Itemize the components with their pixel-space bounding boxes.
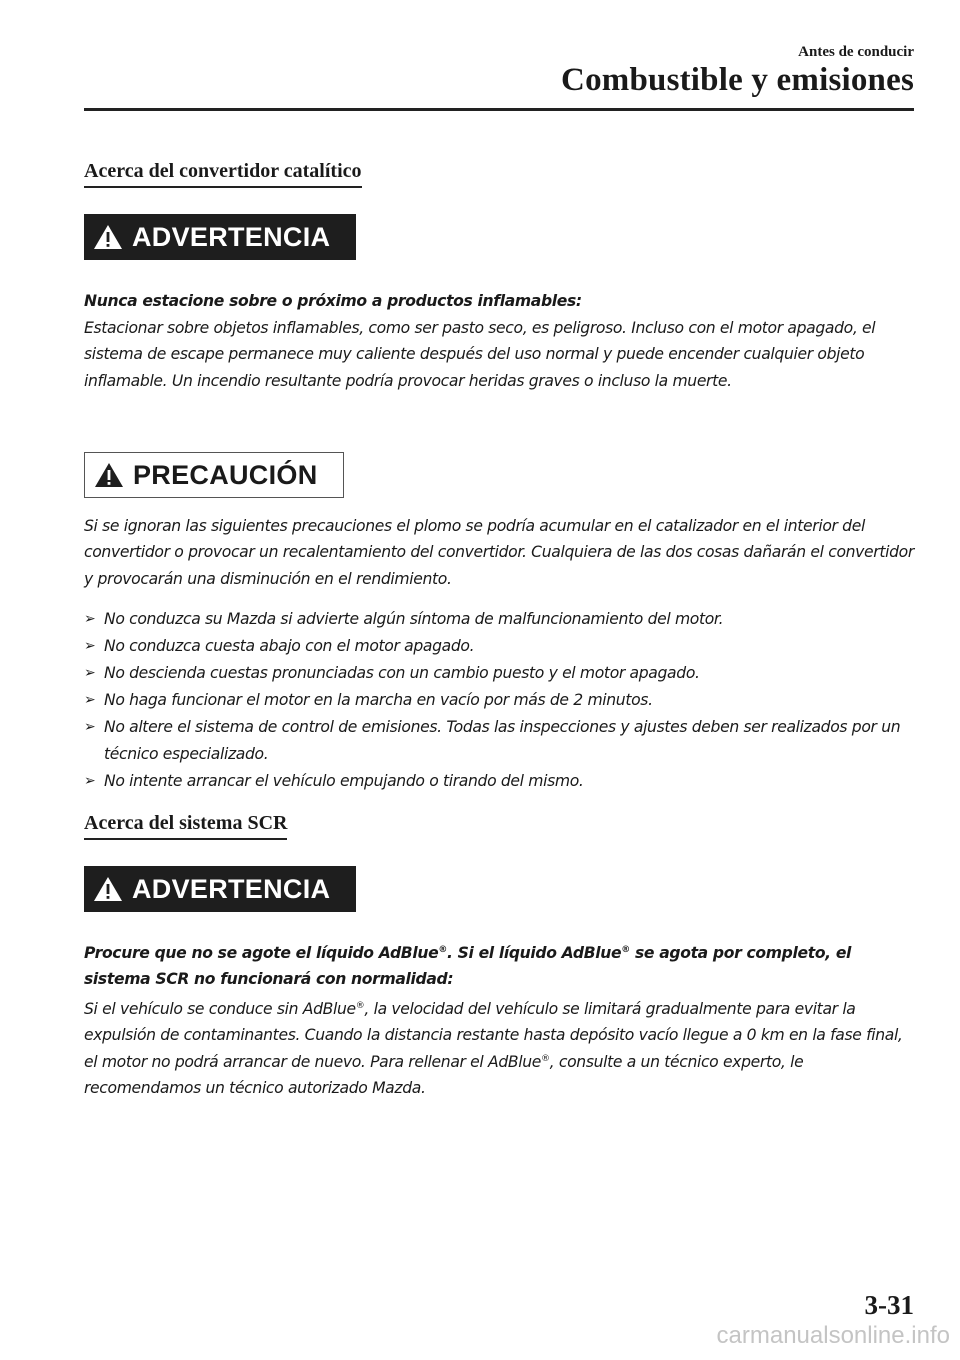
scr-warning-body: Si el vehículo se conduce sin AdBlue®, la velocidad del vehículo se limitará gradualmente para evitar la expulsión de contaminantes. Cuando la distancia restante hasta depósito vacío llegue a 0 km en la fase final, el motor no podrá arrancar de nuevo. Para rellenar el AdBlue®, consulte a un técnico experto, le recomendamos un técnico autorizado Mazda.: [84, 1000, 903, 1097]
list-item: ➢ No conduzca su Mazda si advierte algún síntoma de malfuncionamiento del motor.: [84, 606, 914, 633]
page-number: 3-31: [864, 1290, 914, 1320]
warning-triangle-icon: [84, 214, 132, 260]
section-heading-scr: Acerca del sistema SCR: [84, 812, 287, 840]
warning-body: Estacionar sobre objetos inflamables, como ser pasto seco, es peligroso. Incluso con el motor apagado, el sistema de escape permanece muy caliente después del uso normal y puede encender cualquier objeto inflamable. Un incendio resultante podría provocar heridas graves o incluso la muerte.: [84, 319, 876, 390]
caution-list: [84, 606, 914, 795]
arrow-bullet-icon: ➢: [84, 692, 96, 708]
section-heading-catalytic: Acerca del convertidor catalítico: [84, 160, 362, 188]
arrow-bullet-icon: ➢: [84, 665, 96, 681]
warning-label: ADVERTENCIA: [132, 873, 331, 904]
list-item: ➢ No conduzca cuesta abajo con el motor apagado.: [84, 633, 914, 660]
page-title: Combustible y emisiones: [561, 62, 914, 98]
caution-badge: [84, 452, 344, 498]
arrow-bullet-icon: ➢: [84, 773, 96, 789]
list-item: ➢ No descienda cuestas pronunciadas con un cambio puesto y el motor apagado.: [84, 660, 914, 687]
caution-label: PRECAUCIÓN: [133, 459, 318, 490]
warning-badge: [84, 214, 356, 260]
caution-body: Si se ignoran las siguientes precauciones el plomo se podría acumular en el catalizador en el interior del convertidor o provocar un recalentamiento del convertidor. Cualquiera de las dos cosas dañarán el convertidor y provocarán una disminución en el rendimiento.: [84, 517, 914, 588]
scr-warning-title: Procure que no se agote el líquido AdBlue®. Si el líquido AdBlue® se agota por completo, el sistema SCR no funcionará con normalidad:: [84, 944, 852, 989]
header-divider: [84, 108, 914, 111]
caution-triangle-icon: [85, 452, 133, 498]
arrow-bullet-icon: ➢: [84, 638, 96, 654]
warning-title: Nunca estacione sobre o próximo a productos inflamables:: [84, 292, 582, 310]
arrow-bullet-icon: ➢: [84, 611, 96, 627]
list-item: ➢ No altere el sistema de control de emisiones. Todas las inspecciones y ajustes deben ser realizados por un técnico especializado.: [84, 714, 914, 768]
list-item: ➢ No intente arrancar el vehículo empujando o tirando del mismo.: [84, 768, 914, 795]
warning-triangle-icon: [84, 866, 132, 912]
list-item: ➢ No haga funcionar el motor en la marcha en vacío por más de 2 minutos.: [84, 687, 914, 714]
watermark: carmanualsonline.info: [716, 1322, 950, 1349]
arrow-bullet-icon: ➢: [84, 719, 96, 735]
warning-label: ADVERTENCIA: [132, 221, 331, 252]
warning-badge: [84, 866, 356, 912]
chapter-label: Antes de conducir: [798, 44, 914, 60]
